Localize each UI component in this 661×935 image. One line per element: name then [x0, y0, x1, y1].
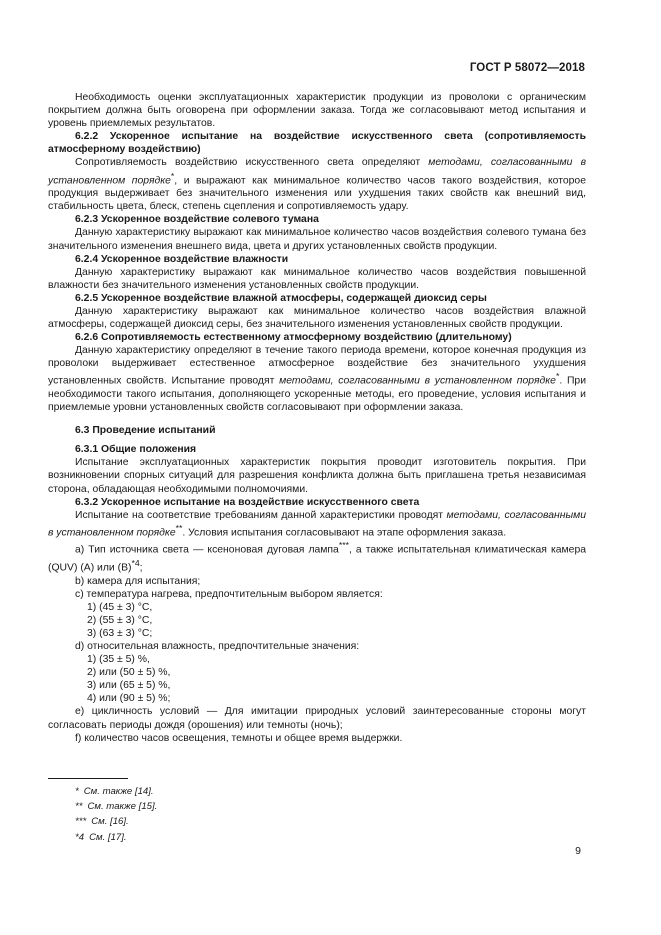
list-subitem: 1) (35 ± 5) %, — [87, 654, 150, 666]
list-item-d: d) относительная влажность, предпочтительные значения: — [75, 641, 360, 652]
footnote: *** См. [16]. — [75, 816, 129, 828]
list-subitem: 4) или (90 ± 5) %; — [87, 693, 171, 705]
list-subitem: 1) (45 ± 3) °C, — [87, 601, 153, 613]
page-number: 9 — [575, 845, 581, 857]
footnote: *4 См. [17]. — [75, 831, 127, 843]
footnote: * См. также [14]. — [75, 786, 154, 797]
section-heading-6-2-2: 6.2.2 Ускоренное испытание на воздействие искусственного света (сопротивляемость атмосферному воздействию) — [48, 131, 586, 156]
paragraph-6-3-1: Испытание эксплуатационных характеристик покрытия проводит изготовитель покрытия. При возникновении спорных ситуаций для разрешения конфликта должна быть приглашена третья независимая сторона, обладающая необходимыми полномочиями. — [48, 457, 586, 495]
paragraph-6-3-2: Испытание на соответствие требованиям данной характеристики проводят методами, согласованными в установленном порядке**. Условия испытания согласовывают на этапе оформления заказа. — [48, 509, 586, 539]
emphasis-text: методами, согласованными в установленном порядке — [279, 375, 556, 387]
footnote-ref: * — [555, 371, 560, 382]
list-item-c: c) температура нагрева, предпочтительным выбором является: — [75, 588, 383, 600]
emphasis-text: методами, согласованными в установленном порядке — [48, 157, 586, 187]
footnote-separator — [48, 778, 128, 779]
section-heading-6-3-1: 6.3.1 Общие положения — [75, 444, 197, 456]
list-item-f: f) количество часов освещения, темноты и общее время выдержки. — [75, 732, 403, 744]
footnote-ref: ** — [175, 522, 183, 533]
footnote-ref: *** — [338, 540, 349, 551]
paragraph-6-2-3: Данную характеристику выражают как минимальное количество часов воздействия солевого тумана без значительного изменения внешнего вида, цвета и других установленных свойств продукции. — [48, 227, 586, 252]
list-subitem: 2) (55 ± 3) °C, — [87, 614, 153, 626]
intro-paragraph: Необходимость оценки эксплуатационных характеристик продукции из проволоки с органическим покрытием должна быть оговорена при оформлении заказа. Тогда же согласовывают метод испытания и уровень приемлемых результатов. — [48, 92, 586, 130]
paragraph-6-2-4: Данную характеристику выражают как минимальное количество часов воздействия повышенной влажности без значительного изменения установленных свойств продукции. — [48, 266, 586, 291]
section-heading-6-2-4: 6.2.4 Ускоренное воздействие влажности — [75, 253, 289, 265]
footnote-mark: ** — [75, 801, 83, 813]
paragraph-6-2-2: Сопротивляемость воздействию искусственного света определяют методами, согласованными в установленном порядке*, и выражают как минимальное количество часов такого воздействия, которое продукция выдерживает без значительного изменения или ухудшения таких свойств как внешний вид, стабильность цвета, блеск, степень сцепления и сопротивляемость удару. — [48, 157, 586, 213]
footnote-mark: * — [75, 786, 79, 797]
list-subitem: 3) или (65 ± 5) %, — [87, 680, 171, 692]
section-heading-6-3: 6.3 Проведение испытаний — [75, 425, 216, 437]
paragraph-6-2-6: Данную характеристику определяют в течение такого периода времени, которое конечная продукция из проволоки выдерживает естественное атмосферное воздействие без значительного ухудшения установленных свойств. Испытание проводят методами, согласованными в установленном порядке*. При необходимости такого испытания, дополняющего ускоренные методы, его проведение, условия испытания и приемлемые уровни установленных свойств согласовывают при оформлении заказа. — [48, 345, 587, 414]
list-item-e: e) цикличность условий — Для имитации природных условий заинтересованные стороны могут согласовать периоды дождя (орошения) или темноты (ночь); — [48, 706, 586, 731]
section-heading-6-2-3: 6.2.3 Ускоренное воздействие солевого тумана — [75, 214, 319, 226]
main-content — [48, 91, 586, 745]
footnote-ref: *4 — [131, 557, 140, 568]
section-heading-6-3-2: 6.3.2 Ускоренное испытание на воздействие искусственного света — [75, 496, 420, 508]
footnote-mark: *4 — [75, 831, 85, 843]
list-item-b: b) камера для испытания; — [75, 575, 201, 587]
emphasis-text: методами, согласованными в установленном порядке — [48, 509, 586, 539]
document-id-header: ГОСТ Р 58072—2018 — [469, 62, 585, 74]
list-subitem: 2) или (50 ± 5) %, — [87, 667, 171, 679]
section-heading-6-2-5: 6.2.5 Ускоренное воздействие влажной атмосферы, содержащей диоксид серы — [75, 292, 487, 304]
footnotes — [75, 784, 157, 845]
footnote: ** См. также [15]. — [75, 801, 158, 813]
list-item-a: a) Тип источника света — ксеноновая дуговая лампа***, а также испытательная климатическая камера (QUV) (A) или $(B)^{*4}$; — [48, 540, 587, 574]
footnote-ref: * — [170, 170, 175, 181]
list-subitem: 3) (63 ± 3) °C; — [87, 627, 153, 639]
paragraph-6-2-5: Данную характеристику выражают как минимальное количество часов воздействия влажной атмосферы, содержащей диоксид серы, без значительного изменения установленных свойств продукции. — [48, 305, 586, 331]
footnote-mark: *** — [75, 816, 87, 828]
section-heading-6-2-6: 6.2.6 Сопротивляемость естественному атмосферному воздействию (длительному) — [75, 332, 512, 344]
